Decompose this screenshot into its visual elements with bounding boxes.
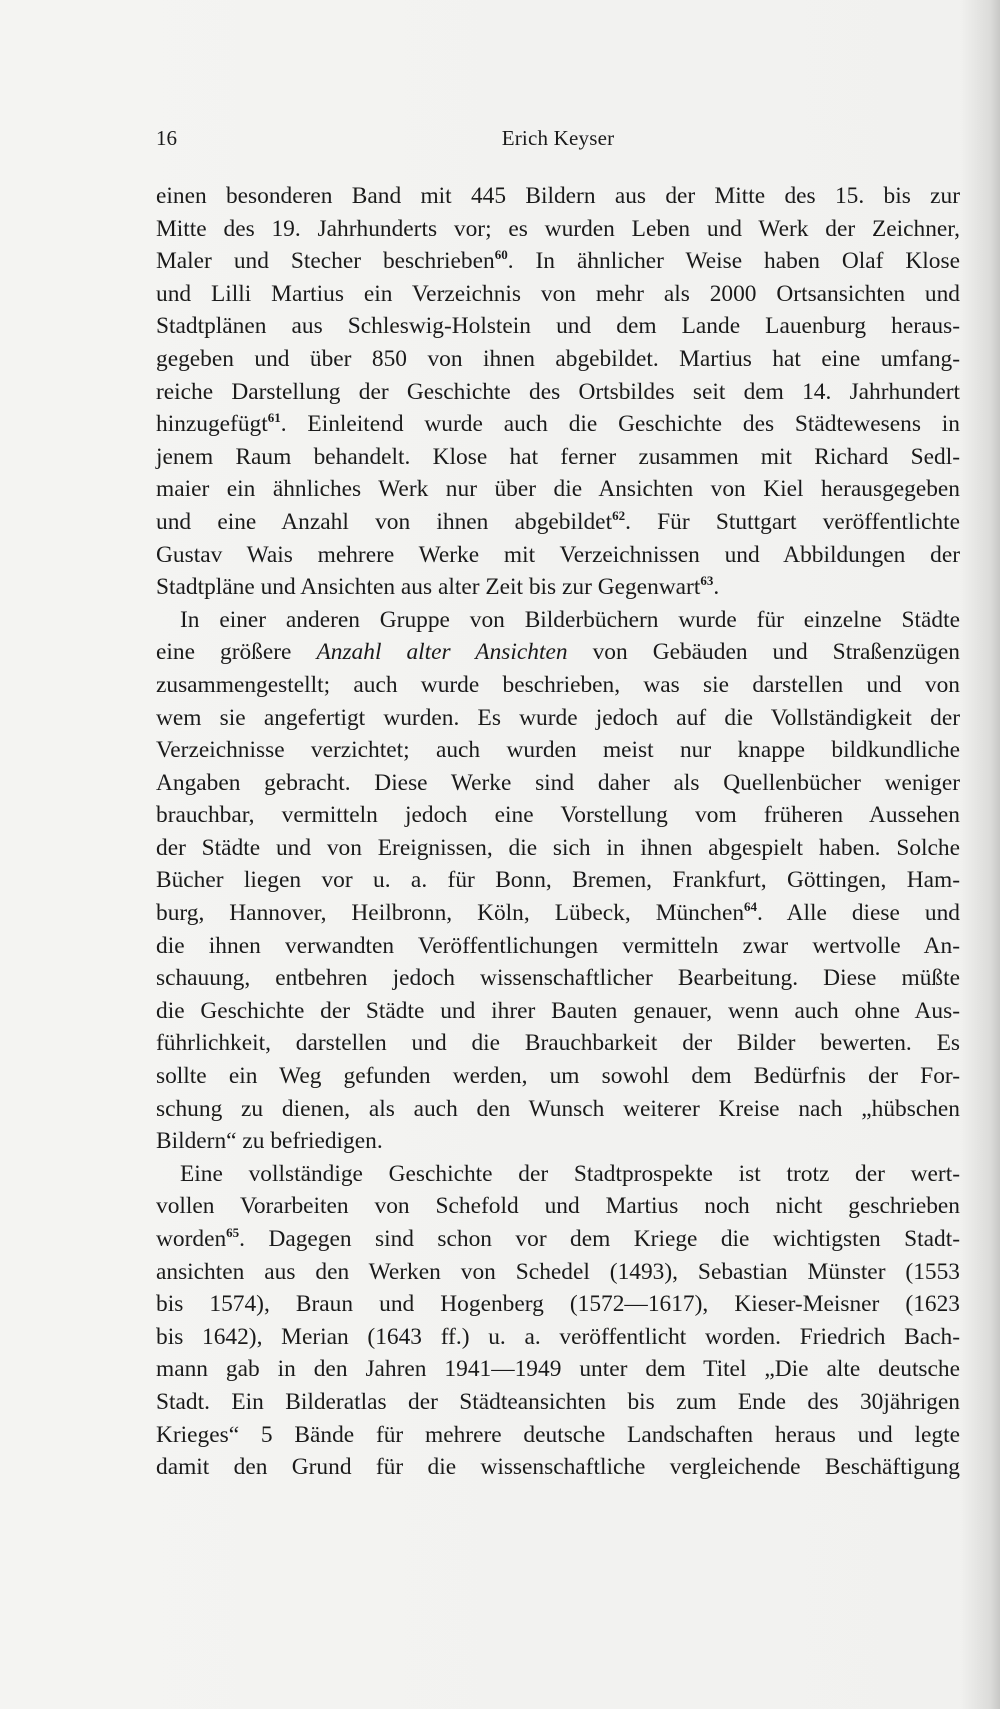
text-segment: führlichkeit, darstellen und die Brauchbarkeit der Bilder bewerten. Es [156, 1030, 960, 1057]
text-segment: Eine vollständige Geschichte der Stadtprospekte ist trotz der wert- [180, 1160, 960, 1187]
text-segment: schung zu dienen, als auch den Wunsch weiterer Kreise nach „hübschen [156, 1095, 960, 1122]
text-segment: . Für Stuttgart veröffentlichte [625, 508, 960, 535]
text-line [156, 1353, 960, 1386]
text-line [156, 832, 960, 865]
text-line [156, 376, 960, 409]
text-segment: Maler und Stecher beschrieben [156, 248, 495, 275]
text-segment: und Lilli Martius ein Verzeichnis von mehr als 2000 Ortsansichten und [156, 280, 960, 307]
text-line [156, 180, 960, 213]
text-line [156, 539, 960, 572]
text-segment: die ihnen verwandten Veröffentlichungen vermitteln zwar wertvolle An- [156, 932, 960, 959]
footnote-marker: 61 [267, 410, 281, 426]
text-segment: zusammengestellt; auch wurde beschrieben, was sie darstellen und von [156, 671, 960, 698]
text-segment: . Einleitend wurde auch die Geschichte des Städtewesens in [280, 411, 960, 438]
text-segment: Krieges“ 5 Bände für mehrere deutsche Landschaften heraus und legte [156, 1421, 960, 1448]
text-segment: Stadtplänen aus Schleswig-Holstein und dem Lande Lauenburg heraus- [156, 313, 960, 340]
text-segment: . [713, 574, 720, 601]
text-line [156, 310, 960, 343]
text-line [156, 506, 960, 539]
text-segment: . Dagegen sind schon vor dem Kriege die wichtigsten Stadt- [239, 1226, 960, 1252]
text-segment: bis 1642), Merian (1643 ff.) u. a. veröffentlicht worden. Friedrich Bach- [156, 1323, 960, 1350]
text-line [156, 408, 960, 441]
text-segment: . In ähnlicher Weise haben Olaf Klose [507, 248, 960, 275]
text-line [156, 636, 960, 669]
text-segment: Mitte des 19. Jahrhunderts vor; es wurden Leben und Werk der Zeichner, [156, 215, 960, 242]
text-line [156, 930, 960, 963]
text-segment: ansichten aus den Werken von Schedel (1493), Sebastian Münster (1553 [156, 1258, 960, 1285]
text-line [156, 441, 960, 474]
page-number: 16 [156, 126, 177, 150]
text-segment: einen besonderen Band mit 445 Bildern aus der Mitte des 15. bis zur [156, 183, 960, 209]
text-segment: brauchbar, vermitteln jedoch eine Vorstellung vom früheren Aussehen [156, 802, 960, 829]
text-segment: Verzeichnisse verzichtet; auch wurden meist nur knappe bildkundliche [156, 737, 960, 764]
footnote-marker: 60 [494, 247, 508, 263]
text-segment: worden [156, 1226, 227, 1252]
text-line [156, 1060, 960, 1093]
text-line [156, 1158, 960, 1191]
text-line [156, 995, 960, 1028]
footnote-marker: 63 [700, 573, 714, 589]
text-segment: hinzugefügt [156, 411, 268, 438]
text-segment: mann gab in den Jahren 1941—1949 unter dem Titel „Die alte deutsche [156, 1356, 960, 1383]
page-header [156, 126, 960, 156]
text-segment: eine größere [156, 639, 317, 666]
text-segment: In einer anderen Gruppe von Bilderbüchern wurde für einzelne Städte [180, 606, 960, 633]
text-segment: und eine Anzahl von ihnen abgebildet [156, 508, 613, 535]
text-segment: . Alle diese und [757, 900, 960, 927]
text-segment: jenem Raum behandelt. Klose hat ferner zusammen mit Richard Sedl- [156, 443, 960, 470]
text-line [156, 473, 960, 506]
text-segment: reiche Darstellung der Geschichte des Ortsbildes seit dem 14. Jahrhundert [156, 378, 960, 405]
text-line [156, 604, 960, 637]
text-line [156, 1125, 960, 1158]
text-line [156, 278, 960, 311]
text-segment: Stadt. Ein Bilderatlas der Städteansichten bis zum Ende des 30jährigen [156, 1388, 960, 1415]
text-line [156, 734, 960, 767]
text-line [156, 702, 960, 735]
text-segment: Angaben gebracht. Diese Werke sind daher als Quellenbücher weniger [156, 769, 960, 796]
text-segment: schauung, entbehren jedoch wissenschaftlicher Bearbeitung. Diese müßte [156, 965, 960, 992]
emphasized-text: Anzahl alter Ansichten [316, 639, 568, 666]
text-segment: der Städte und von Ereignissen, die sich in ihnen abgespielt haben. Solche [156, 834, 960, 861]
text-line [156, 1256, 960, 1289]
text-segment: die Geschichte der Städte und ihrer Bauten genauer, wenn auch ohne Aus- [156, 997, 960, 1024]
text-segment: Gustav Wais mehrere Werke mit Verzeichnissen und Abbildungen der [156, 541, 960, 568]
text-line [156, 1093, 960, 1126]
text-line [156, 245, 960, 278]
text-segment: gegeben und über 850 von ihnen abgebildet. Martius hat eine umfang- [156, 345, 960, 372]
text-line [156, 1027, 960, 1060]
text-line [156, 897, 960, 930]
text-segment: vollen Vorarbeiten von Schefold und Martius noch nicht geschrieben [156, 1193, 960, 1220]
text-line [156, 213, 960, 246]
text-line [156, 962, 960, 995]
footnote-marker: 65 [226, 1225, 240, 1240]
text-line [156, 767, 960, 800]
footnote-marker: 64 [744, 899, 758, 915]
text-line [156, 1321, 960, 1354]
text-line [156, 669, 960, 702]
text-line [156, 864, 960, 897]
running-head: Erich Keyser [501, 126, 615, 150]
text-segment: burg, Hannover, Heilbronn, Köln, Lübeck, München [156, 900, 745, 927]
text-line [156, 571, 960, 604]
text-line [156, 799, 960, 832]
text-segment: maier ein ähnliches Werk nur über die Ansichten von Kiel herausgegeben [156, 476, 960, 503]
text-line [156, 1386, 960, 1419]
footnote-marker: 62 [612, 507, 626, 523]
text-line [156, 1419, 960, 1452]
text-segment: damit den Grund für die wissenschaftliche vergleichende Beschäftigung [156, 1454, 960, 1481]
text-line [156, 1190, 960, 1223]
text-segment: bis 1574), Braun und Hogenberg (1572—1617), Kieser-Meisner (1623 [156, 1291, 960, 1318]
text-segment: sollte ein Weg gefunden werden, um sowohl dem Bedürfnis der For- [156, 1063, 960, 1090]
text-segment: wem sie angefertigt wurden. Es wurde jedoch auf die Vollständigkeit der [156, 704, 960, 731]
text-segment: Stadtpläne und Ansichten aus alter Zeit bis zur Gegenwart [156, 574, 701, 601]
text-line [156, 1288, 960, 1321]
text-line [156, 343, 960, 376]
text-segment: von Gebäuden und Straßenzügen [567, 639, 960, 666]
text-segment: Bücher liegen vor u. a. für Bonn, Bremen, Frankfurt, Göttingen, Ham- [156, 867, 960, 894]
text-segment: Bildern“ zu befriedigen. [156, 1128, 383, 1155]
text-line [156, 1451, 960, 1484]
text-line [156, 1223, 960, 1256]
body-text [156, 180, 960, 1484]
